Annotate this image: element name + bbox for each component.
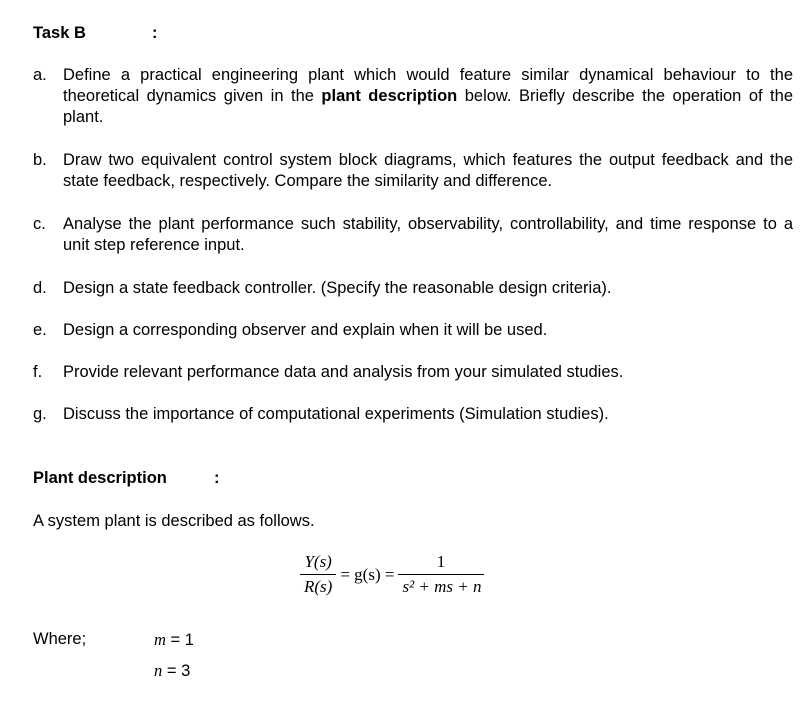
item-text: Design a corresponding observer and explain when it will be used. [63, 321, 548, 339]
task-item-d [33, 278, 793, 299]
item-text: Define a practical engineering plant which would feature similar dynamical behaviour to the theoretical dynamics given in the plant description below. Briefly describe the operation of the plant. [63, 66, 793, 126]
item-label: c. [33, 215, 46, 233]
item-label: f. [33, 363, 43, 381]
param-eq: = [165, 631, 185, 649]
item-label: g. [33, 405, 47, 423]
param-name: n [154, 661, 163, 680]
task-item-a [33, 65, 793, 128]
param-n [154, 661, 190, 681]
rhs-numerator: 1 [436, 552, 446, 571]
lhs-fraction [300, 552, 336, 597]
lhs-numerator: Y(s) [304, 552, 332, 571]
task-item-b [33, 150, 793, 192]
where-label: Where; [33, 630, 87, 648]
task-item-c [33, 214, 793, 256]
equation-middle: = g(s) = [340, 564, 395, 584]
item-label: a. [33, 66, 47, 84]
param-value: 3 [181, 662, 191, 680]
plant-title: Plant description [33, 469, 167, 487]
param-name: m [154, 630, 166, 649]
param-value: 1 [184, 631, 194, 649]
item-text: Discuss the importance of computational experiments (Simulation studies). [63, 405, 609, 423]
item-label: e. [33, 321, 47, 339]
task-title-colon: : [152, 24, 158, 42]
param-eq: = [162, 662, 182, 680]
task-item-g [33, 404, 793, 425]
rhs-denominator: s² + ms + n [398, 574, 483, 597]
item-label: b. [33, 151, 47, 169]
item-text: Analyse the plant performance such stability, observability, controllability, and time response to a unit step reference input. [63, 215, 793, 254]
plant-title-colon: : [214, 469, 220, 487]
item-text: Draw two equivalent control system block diagrams, which features the output feedback and the state feedback, respectively. Compare the similarity and difference. [63, 151, 793, 190]
task-item-f [33, 362, 793, 383]
plant-intro: A system plant is described as follows. [33, 512, 315, 530]
task-title: Task B [33, 24, 86, 42]
item-text: Provide relevant performance data and analysis from your simulated studies. [63, 363, 624, 381]
item-label: d. [33, 279, 47, 297]
task-item-e [33, 320, 793, 341]
item-text: Design a state feedback controller. (Specify the reasonable design criteria). [63, 279, 612, 297]
param-m [154, 630, 194, 650]
lhs-denominator: R(s) [300, 574, 336, 597]
task-list [33, 65, 793, 425]
transfer-function [300, 552, 484, 597]
rhs-fraction [398, 552, 483, 597]
